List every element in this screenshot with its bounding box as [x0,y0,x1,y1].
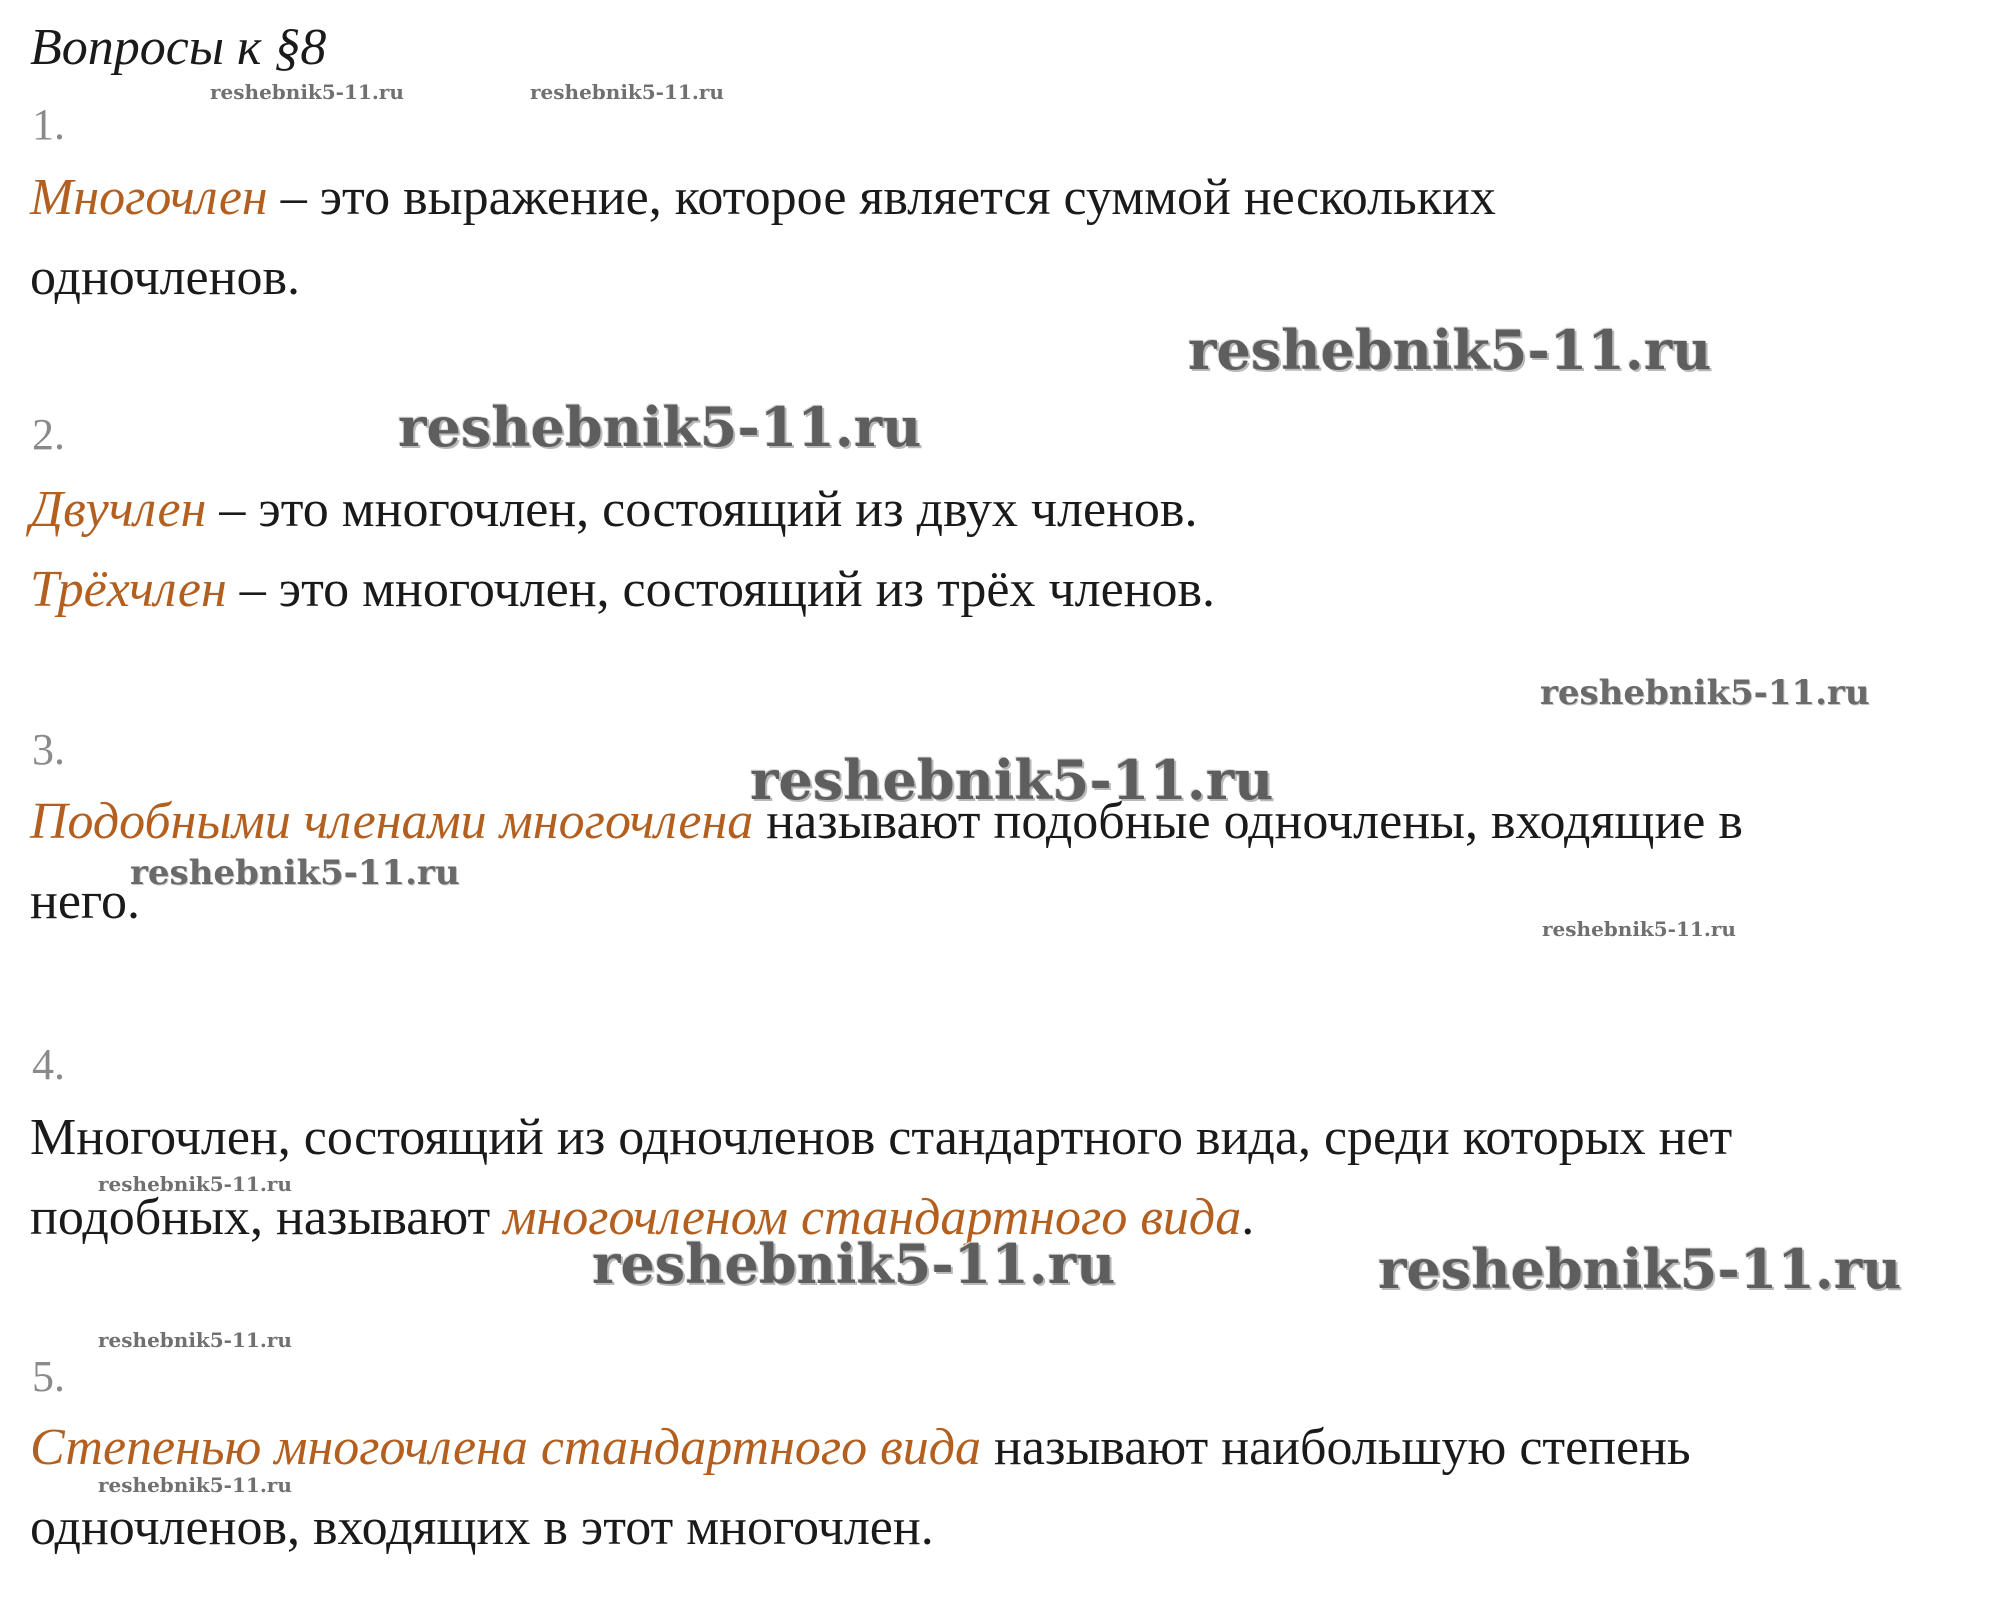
section-2-number: 2. [32,410,65,459]
watermark: reshebnik5-11.ru [592,1232,1116,1296]
section-2-line-2 [30,550,1980,630]
section-4-prefix-text: подобных, называют [30,1189,504,1246]
term-polynomial-degree: Степенью многочлена стандартного вида [30,1419,982,1476]
section-2-binomial-text: – это многочлен, состоящий из двух членов. [206,481,1198,538]
watermark: reshebnik5-11.ru [98,1473,292,1497]
section-1-definition-text: – это выражение, которое является суммой нескольких [267,169,1496,226]
term-polynomial: Многочлен [30,169,268,226]
section-5-line-1 [30,1408,1980,1488]
watermark: reshebnik5-11.ru [98,1172,292,1196]
section-4-period: . [1241,1189,1255,1246]
page-title: Вопросы к §8 [30,19,327,76]
watermark: reshebnik5-11.ru [1542,917,1736,941]
section-3-definition-text: называют подобные одночлены, входящие в [753,793,1743,850]
watermark: reshebnik5-11.ru [750,748,1274,812]
section-1-line-2: одночленов. [30,249,301,306]
section-2-line-1 [30,470,1980,550]
term-trinomial: Трёхчлен [30,561,227,618]
section-5-line-2: одночленов, входящих в этот многочлен. [30,1499,934,1556]
watermark: reshebnik5-11.ru [398,395,922,459]
term-binomial: Двучлен [30,481,207,538]
watermark: reshebnik5-11.ru [530,80,724,104]
term-standard-polynomial: многочленом стандартного вида [503,1189,1242,1246]
section-3-line-2: него. [30,873,140,930]
section-2-trinomial-text: – это многочлен, состоящий из трёх членов. [226,561,1216,618]
watermark: reshebnik5-11.ru [130,853,460,893]
section-1-number: 1. [32,100,65,149]
watermark: reshebnik5-11.ru [98,1328,292,1352]
term-like-terms: Подобными членами многочлена [30,793,754,850]
watermark: reshebnik5-11.ru [210,80,404,104]
section-4-line-1: Многочлен, состоящий из одночленов стандартного вида, среди которых нет [30,1109,1733,1166]
watermark: reshebnik5-11.ru [1378,1237,1902,1301]
watermark: reshebnik5-11.ru [1540,673,1870,713]
section-1-line-1 [30,158,1980,238]
section-4-number: 4. [32,1040,65,1089]
section-5-number: 5. [32,1352,65,1401]
section-5-definition-text: называют наибольшую степень [981,1419,1691,1476]
watermark: reshebnik5-11.ru [1188,318,1712,382]
section-3-number: 3. [32,725,65,774]
